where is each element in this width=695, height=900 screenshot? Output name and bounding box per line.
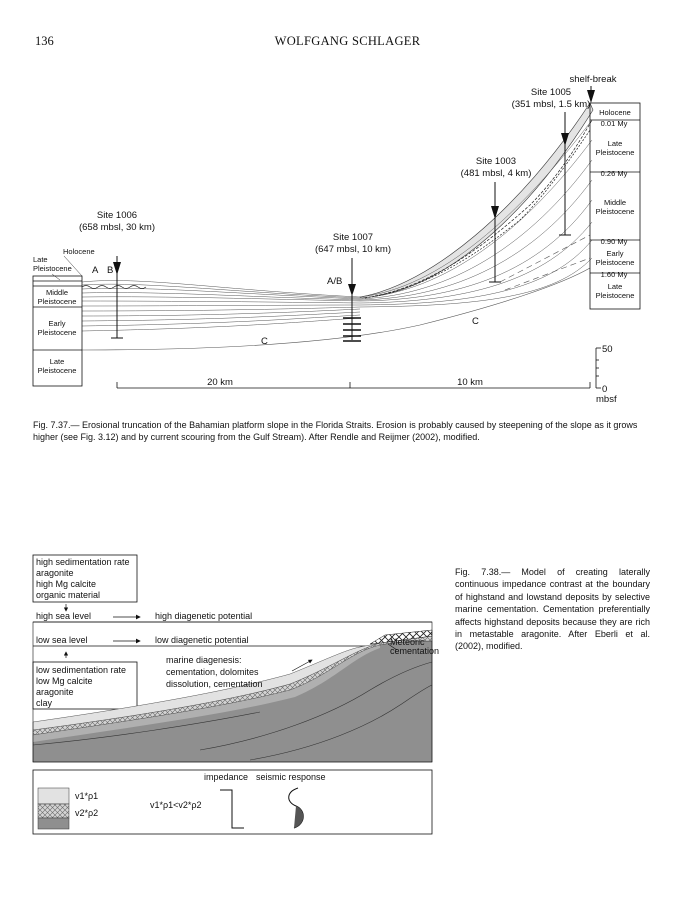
fig737-caption: Fig. 7.37.— Erosional truncation of the Bahamian platform slope in the Florida Straits. Erosion is probably caused by steepening of the slope as it grows higher (see Fig. 3.12) and by current scouring from the Gulf Stream). After Rendle and Reijmer (2002), modified. <box>33 420 638 443</box>
site-1007-label: Site 1007 <box>332 232 374 243</box>
reflector-b: B <box>107 265 114 276</box>
site-1005-info: (351 mbsl, 1.5 km) <box>511 99 591 110</box>
rc-late-1: Late <box>607 139 623 148</box>
depth-0: 0 <box>602 384 608 395</box>
meteoric-1: Meteoric <box>390 637 425 647</box>
low-sea-level: low sea level <box>36 635 88 645</box>
marine-diag-3: dissolution, cementation <box>166 679 263 689</box>
legend-swatch-light <box>38 788 69 804</box>
site-1006-arrow <box>113 262 121 275</box>
high-sea-level: high sea level <box>36 611 92 621</box>
scale-20km: 20 km <box>207 377 233 388</box>
rc-late-b2: Pleistocene <box>595 291 635 300</box>
legend-inequality: v1*ρ1<v2*ρ2 <box>150 800 202 810</box>
reflector-c-right: C <box>472 316 479 327</box>
meteoric-2: cementation <box>390 646 440 656</box>
high-box-line-1: high sedimentation rate <box>36 557 130 567</box>
legend-v1: v1*ρ1 <box>75 791 99 801</box>
reflector-ab: A/B <box>327 276 343 287</box>
scale-10km: 10 km <box>457 377 483 388</box>
site-1007-arrow <box>348 284 356 296</box>
running-head: WOLFGANG SCHLAGER <box>274 34 421 48</box>
low-box-line-4: clay <box>36 698 53 708</box>
site-1007-info: (647 mbsl, 10 km) <box>314 244 392 255</box>
fig737-cross-section <box>82 86 595 350</box>
rc-holocene: Holocene <box>599 108 631 117</box>
lc-middle-2: Pleistocene <box>37 297 77 306</box>
rc-age-090: 0.90 My <box>600 237 628 246</box>
high-box-line-4: organic material <box>36 590 101 600</box>
rc-early-1: Early <box>606 249 624 258</box>
legend-v2: v2*ρ2 <box>75 808 99 818</box>
marine-diag-1: marine diagenesis: <box>166 655 242 665</box>
lc-early-2: Pleistocene <box>37 328 77 337</box>
depth-unit: mbsf <box>596 394 617 405</box>
legend-swatch-hatch <box>38 804 69 818</box>
lc-holocene: Holocene <box>63 247 95 256</box>
rc-age-001: 0.01 My <box>600 119 628 128</box>
low-box-line-3: aragonite <box>36 687 74 697</box>
shelf-break-label: shelf-break <box>569 74 617 85</box>
site-1006-label: Site 1006 <box>96 210 138 221</box>
low-box-line-2: low Mg calcite <box>36 676 93 686</box>
reflector-c-left: C <box>261 336 268 347</box>
lc-late-1: Late <box>33 255 48 264</box>
legend-swatch-dark <box>38 818 69 829</box>
rc-early-2: Pleistocene <box>595 258 635 267</box>
low-box-line-1: low sedimentation rate <box>36 665 127 675</box>
site-1005-label: Site 1005 <box>530 87 572 98</box>
site-1006-info: (658 mbsl, 30 km) <box>78 222 156 233</box>
sediment-layers <box>82 120 592 331</box>
fig738-caption: Fig. 7.38.— Model of creating laterally continuous impedance contrast at the boundary of highstand and lowstand deposits by selective marine cementation. Cementation preferentially affects highstand deposits because they are rich in metastable aragonite. After Eberli et al. (2002), modified. <box>455 567 650 652</box>
low-diagenetic: low diagenetic potential <box>155 635 249 645</box>
site-1003-info: (481 mbsl, 4 km) <box>460 168 532 179</box>
lc-late-b2: Pleistocene <box>37 366 77 375</box>
rc-late-2: Pleistocene <box>595 148 635 157</box>
reflector-a: A <box>92 265 99 276</box>
shelf-wedge <box>360 103 593 298</box>
high-diagenetic: high diagenetic potential <box>155 611 253 621</box>
rc-middle-2: Pleistocene <box>595 207 635 216</box>
rc-age-160: 1.60 My <box>600 270 628 279</box>
depth-50: 50 <box>602 344 613 355</box>
high-box-line-3: high Mg calcite <box>36 579 97 589</box>
page-number: 136 <box>35 34 54 48</box>
lc-early-1: Early <box>48 319 66 328</box>
lc-late-b1: Late <box>49 357 65 366</box>
legend-seismic: seismic response <box>256 772 326 782</box>
marine-diag-2: cementation, dolomites <box>166 667 259 677</box>
high-box-line-2: aragonite <box>36 568 74 578</box>
site-1003-label: Site 1003 <box>475 156 517 167</box>
rc-age-026: 0.26 My <box>600 169 628 178</box>
lc-middle-1: Middle <box>45 288 69 297</box>
fig737-scale-bars <box>117 348 601 388</box>
lc-late-2: Pleistocene <box>33 264 72 273</box>
rc-middle-1: Middle <box>603 198 627 207</box>
legend-impedance: impedance <box>204 772 249 782</box>
rc-late-b1: Late <box>607 282 623 291</box>
